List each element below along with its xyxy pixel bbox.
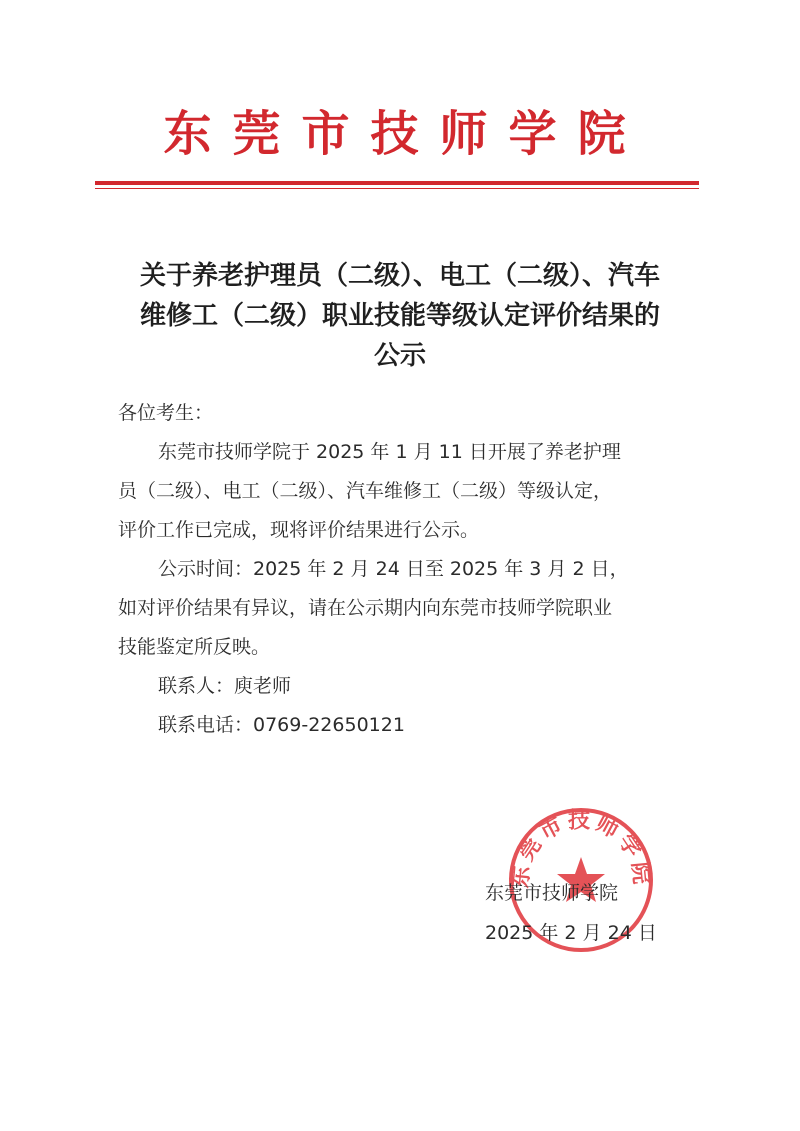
contact-person: 联系人：庾老师 [158, 675, 292, 697]
document-body [118, 394, 678, 745]
institution-header: 东莞市技师学院 [163, 106, 647, 162]
paragraph2-line-2: 如对评价结果有异议，请在公示期内向东莞市技师学院职业 [118, 597, 613, 619]
header-rule-thin [95, 188, 699, 189]
paragraph2-line-3: 技能鉴定所反映。 [118, 636, 271, 658]
seal-text: 东莞市技师学院 [507, 807, 655, 890]
document-title [110, 256, 690, 376]
signature-org: 东莞市技师学院 [485, 882, 619, 904]
contact-phone: 联系电话：0769-22650121 [158, 714, 405, 736]
paragraph1-line-1: 东莞市技师学院于 2025 年 1 月 11 日开展了养老护理 [158, 441, 621, 463]
title-line-1: 关于养老护理员（二级）、电工（二级）、汽车 [139, 261, 660, 291]
paragraph1-line-2: 员（二级）、电工（二级）、汽车维修工（二级）等级认定， [118, 480, 613, 502]
title-line-3: 公示 [373, 341, 426, 371]
greeting: 各位考生： [118, 402, 214, 424]
signature-block [485, 873, 657, 953]
title-line-2: 维修工（二级）职业技能等级认定评价结果的 [139, 301, 660, 331]
header-rule-thick [95, 181, 699, 185]
paragraph2-line-1: 公示时间：2025 年 2 月 24 日至 2025 年 3 月 2 日， [158, 558, 629, 580]
paragraph1-line-3: 评价工作已完成，现将评价结果进行公示。 [118, 519, 480, 541]
signature-date: 2025 年 2 月 24 日 [485, 922, 657, 944]
